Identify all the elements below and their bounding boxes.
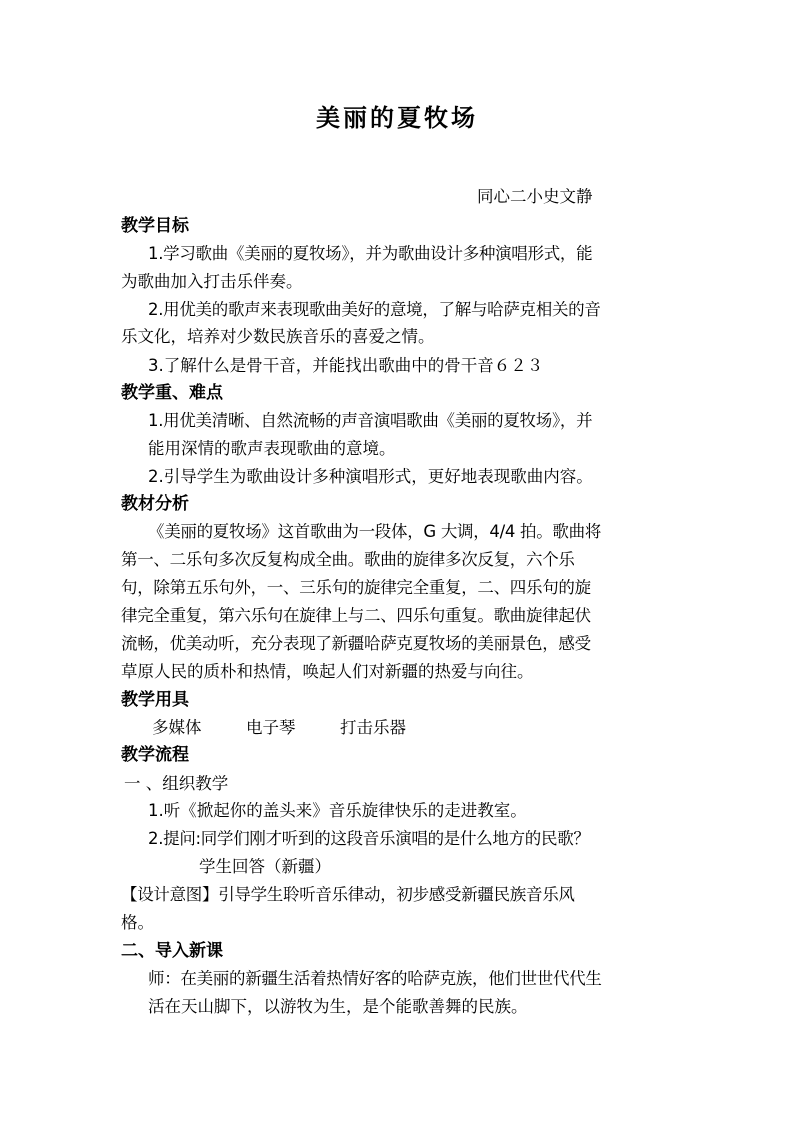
design-intent-line-2: 格。 [121,913,154,932]
process-part-1-title: 一 、组织教学 [124,774,229,793]
key-point-2: 2.引导学生为歌曲设计多种演唱形式，更好地表现歌曲内容。 [148,467,593,486]
analysis-line-4: 律完全重复，第六乐句在旋律上与二、四乐句重复。歌曲旋律起伏 [121,606,591,625]
tool-percussion: 打击乐器 [340,718,406,737]
analysis-heading: 教材分析 [121,494,189,514]
tool-multimedia: 多媒体 [152,718,202,737]
tool-keyboard: 电子琴 [246,718,296,737]
objective-1-line-2: 为歌曲加入打击乐伴奏。 [121,272,303,291]
analysis-line-5: 流畅，优美动听，充分表现了新疆哈萨克夏牧场的美丽景色，感受 [121,634,591,653]
process-heading: 教学流程 [121,745,189,765]
process-part-2-line-1: 师：在美丽的新疆生活着热情好客的哈萨克族，他们世世代代生 [148,969,602,988]
analysis-line-6: 草原人民的质朴和热情，唤起人们对新疆的热爱与向往。 [121,662,534,681]
objective-1-line-1: 1.学习歌曲《美丽的夏牧场》，并为歌曲设计多种演唱形式，能 [148,244,593,263]
author-line: 同心二小史文静 [477,187,593,206]
tools-heading: 教学用具 [121,690,189,710]
key-point-1-line-1: 1.用优美清晰、自然流畅的声音演唱歌曲《美丽的夏牧场》，并 [148,411,593,430]
objectives-heading: 教学目标 [121,216,189,236]
process-part-1-answer: 学生回答（新疆） [199,857,331,876]
objective-2-line-1: 2.用优美的歌声来表现歌曲美好的意境，了解与哈萨克相关的音 [148,300,601,319]
process-part-2-title: 二、导入新课 [121,941,223,961]
analysis-line-1: 《美丽的夏牧场》这首歌曲为一段体，G 大调，4/4 拍。歌曲将 [148,522,602,541]
document-title: 美丽的夏牧场 [316,103,478,132]
objective-2-line-2: 乐文化，培养对少数民族音乐的喜爱之情。 [121,327,435,346]
process-part-1-item-2: 2.提问:同学们刚才听到的这段音乐演唱的是什么地方的民歌？ [148,829,590,848]
design-intent-line-1: 【设计意图】引导学生聆听音乐律动，初步感受新疆民族音乐风 [121,885,575,904]
key-point-1-line-2: 能用深情的歌声表现歌曲的意境。 [148,439,396,458]
process-part-1-item-1: 1.听《掀起你的盖头来》音乐旋律快乐的走进教室。 [148,801,527,820]
process-part-2-line-2: 活在天山脚下，以游牧为生，是个能歌善舞的民族。 [148,997,528,1016]
objective-3: 3.了解什么是骨干音，并能找出歌曲中的骨干音６２３ [148,356,544,375]
analysis-line-2: 第一、二乐句多次反复构成全曲。歌曲的旋律多次反复，六个乐 [121,550,575,569]
key-points-heading: 教学重、难点 [121,383,223,403]
analysis-line-3: 句，除第五乐句外，一、三乐句的旋律完全重复，二、四乐句的旋 [121,578,591,597]
